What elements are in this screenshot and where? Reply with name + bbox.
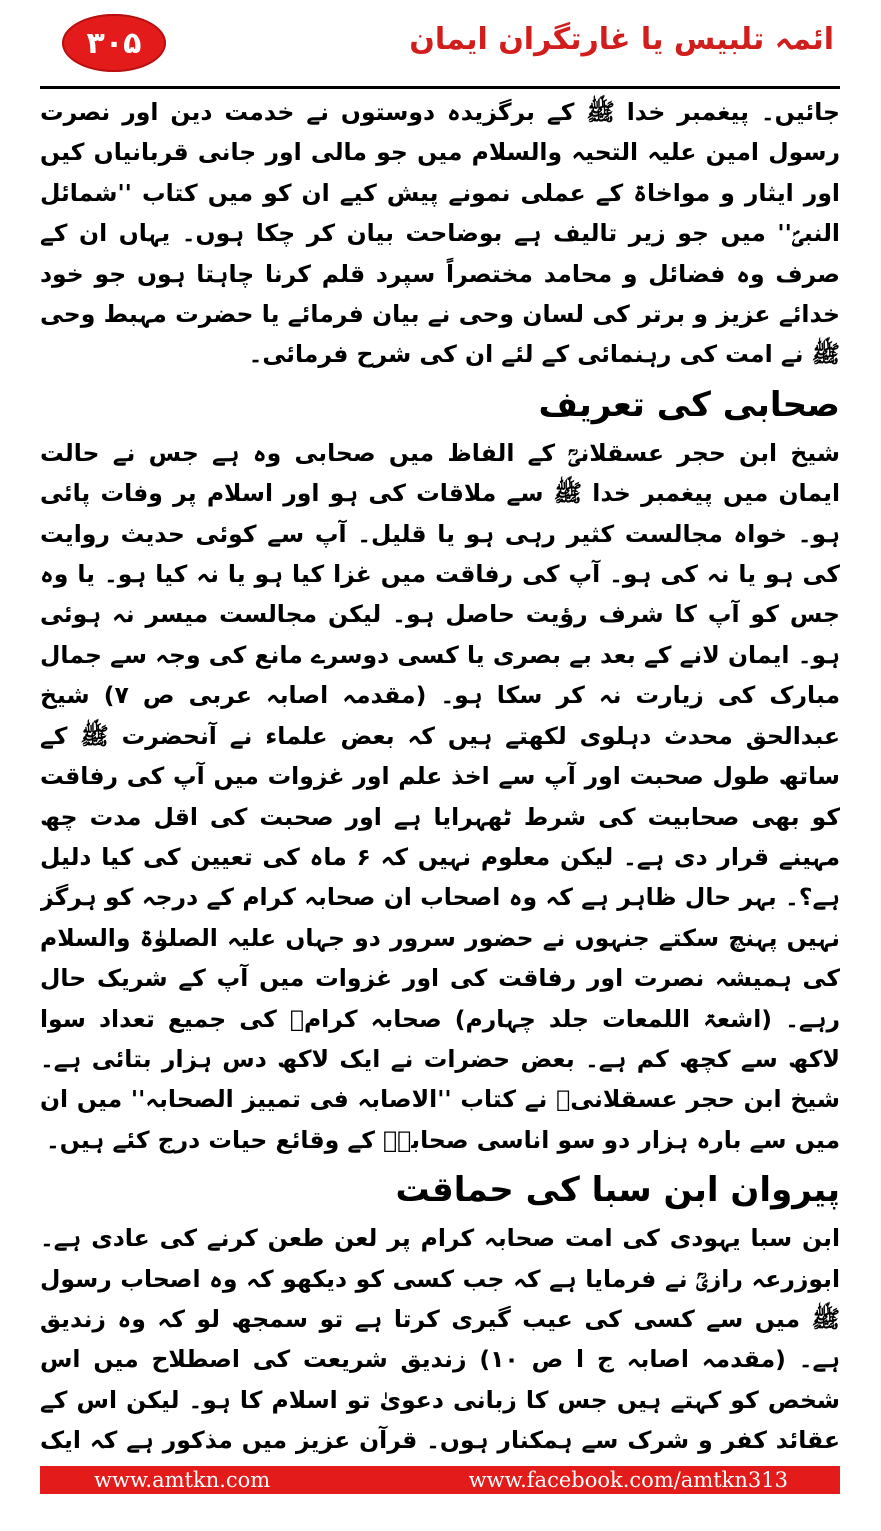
website-link[interactable]: www.amtkn.com [94,1468,271,1492]
header-divider [40,86,840,89]
heading-ibn-saba-followers: پیروان ابن سبا کی حماقت [395,1170,840,1211]
page-body [40,92,840,1462]
book-title: ائمہ تلبیس یا غارتگران ایمان [409,22,834,57]
paragraph-ibn-saba-followers: ابن سبا یہودی کی امت صحابہ کرام پر لعن طعن کرنے کی عادی ہے۔ ابوزرعہ رازیؒ نے فرمایا ہے کہ جب کسی کو دیکھو کہ وہ اصحاب رسول ﷺ میں سے کسی کی عیب گیری کرتا ہے تو سمجھ لو کہ وہ زندیق ہے۔ (مقدمہ اصابہ ج ا ص ۱۰) زندیق شریعت کی اصطلاح میں اس شخص کو کہتے ہیں جس کا زبانی دعویٰ تو اسلام کا ہو۔ لیکن اس کے عقائد کفر و شرک سے ہمکنار ہوں۔ قرآن عزیز میں مذکور ہے کہ ایک [40,1224,840,1455]
page-number-badge: ۳۰۵ [62,14,166,72]
paragraph-sahabi-definition: شیخ ابن حجر عسقلانیؒ کے الفاظ میں صحابی وہ ہے جس نے حالت ایمان میں پیغمبر خدا ﷺ سے ملاقات کی ہو اور اسلام پر وفات پائی ہو۔ خواہ مجالست کثیر رہی ہو یا قلیل۔ آپ سے کوئی حدیث روایت کی ہو یا نہ کی ہو۔ آپ کی رفاقت میں غزا کیا ہو یا نہ کیا ہو۔ یا وہ جس کو آپ کا شرف رؤیت حاصل ہو۔ لیکن مجالست میسر نہ ہوئی ہو۔ ایمان لانے کے بعد بے بصری یا کسی دوسرے مانع کی وجہ سے جمال مبارک کی زیارت نہ کر سکا ہو۔ (مقدمہ اصابہ عربی ص ۷) شیخ عبدالحق محدث دہلوی لکھتے ہیں کہ بعض علماء نے آنحضرت ﷺ کے ساتھ طول صحبت اور آپ سے اخذ علم اور غزوات میں آپ کی رفاقت کو بھی صحابیت کی شرط ٹھہرایا ہے اور صحبت کی اقل مدت چھ مہینے قرار دی ہے۔ لیکن معلوم نہیں کہ ۶ ماہ کی تعیین کی کیا دلیل ہے؟۔ بہر حال ظاہر ہے کہ وہ اصحاب ان صحابہ کرام کے درجہ کو ہرگز نہیں پہنچ سکتے جنہوں نے حضور سرور دو جہاں علیہ الصلوٰۃ والسلام کی ہمیشہ نصرت اور رفاقت کی اور غزوات میں آپ کے شریک حال رہے۔ (اشعۃ اللمعات جلد چہارم) صحابہ کرامؓ کی جمیع تعداد سوا لاکھ سے کچھ کم ہے۔ بعض حضرات نے ایک لاکھ دس ہزار بتائی ہے۔ شیخ ابن حجر عسقلانیؒ نے کتاب ''الاصابہ فی تمییز الصحابہ'' میں ان میں سے بارہ ہزار دو سو اناسی صحابہؓ کے وقائع حیات درج کئے ہیں۔ [40,438,840,1154]
page-header [40,14,840,84]
heading-sahabi-definition: صحابی کی تعریف [538,384,840,425]
facebook-link[interactable]: www.facebook.com/amtkn313 [468,1468,788,1492]
paragraph-intro: جائیں۔ پیغمبر خدا ﷺ کے برگزیدہ دوستوں نے خدمت دین اور نصرت رسول امین علیہ التحیہ والسلام میں جو مالی اور جانی قربانیاں کیں اور ایثار و مواخاۃ کے عملی نمونے پیش کیے ان کو میں کتاب ''شمائل النبیؐ'' میں جو زیر تالیف ہے بوضاحت بیان کر چکا ہوں۔ یہاں ان کے صرف وہ فضائل و محامد مختصراً سپرد قلم کرنا چاہتا ہوں جو خود خدائے عزیز و برتر کی لسان وحی نے بیان فرمائے یا حضرت مہبط وحی ﷺ نے امت کی رہنمائی کے لئے ان کی شرح فرمائی۔ [40,98,840,369]
page-footer [40,1466,840,1494]
